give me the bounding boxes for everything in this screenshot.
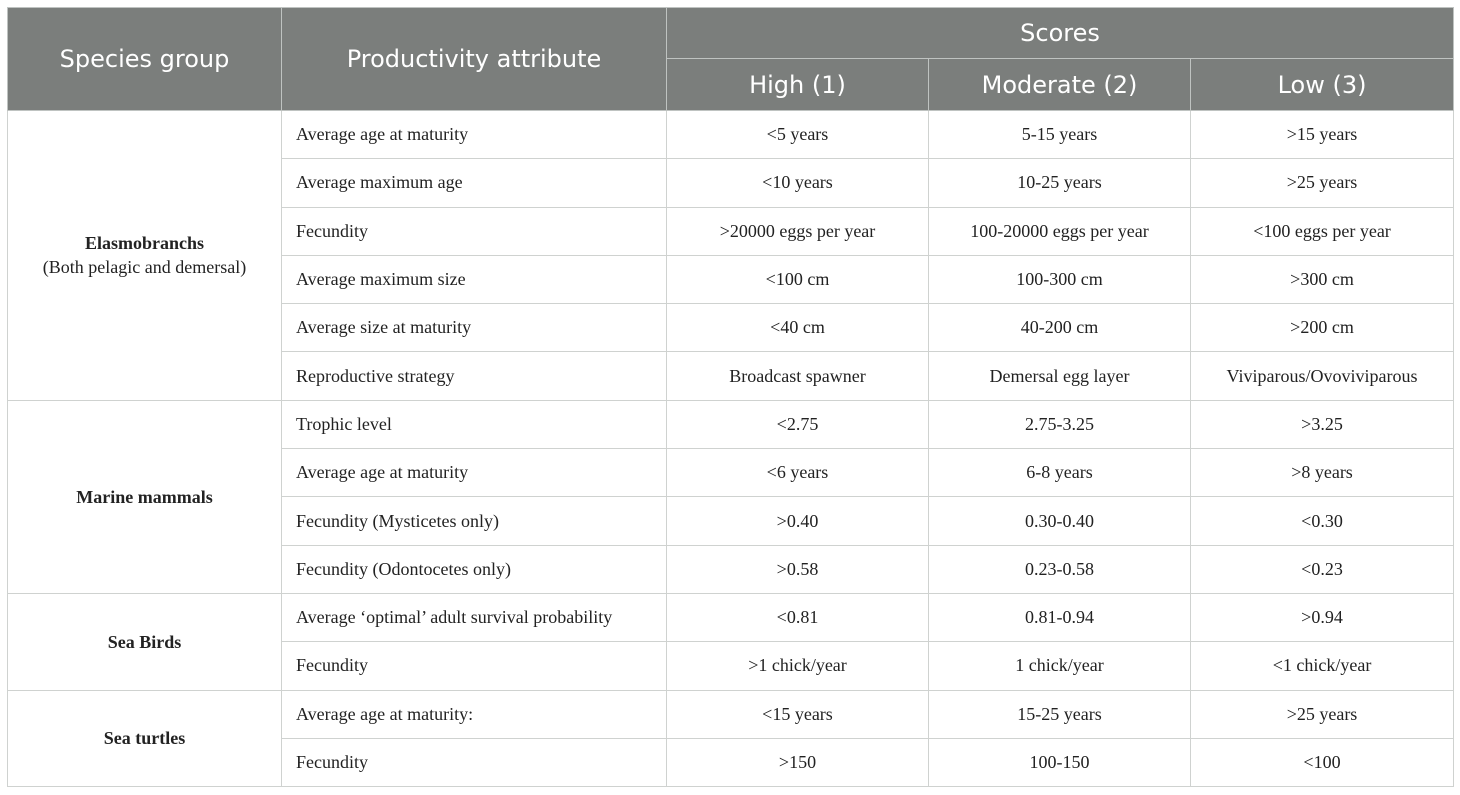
high-score-cell: >0.58 — [667, 545, 929, 593]
moderate-score-cell: 100-150 — [929, 738, 1191, 786]
high-score-cell: <0.81 — [667, 593, 929, 641]
header-high: High (1) — [667, 59, 929, 111]
low-score-cell: >8 years — [1191, 449, 1454, 497]
moderate-score-cell: 5-15 years — [929, 111, 1191, 159]
moderate-score-cell: 10-25 years — [929, 159, 1191, 207]
moderate-score-cell: 100-20000 eggs per year — [929, 207, 1191, 255]
low-score-cell: >0.94 — [1191, 593, 1454, 641]
species-group-name: Sea Birds — [107, 631, 182, 652]
table-row — [8, 111, 1454, 159]
header-row-top — [8, 8, 1454, 59]
high-score-cell: <6 years — [667, 449, 929, 497]
species-group-name: Elasmobranchs — [84, 233, 205, 254]
high-score-cell: <10 years — [667, 159, 929, 207]
species-group-cell — [8, 400, 282, 593]
attribute-cell: Fecundity (Mysticetes only) — [282, 497, 667, 545]
species-group-subtitle: (Both pelagic and demersal) — [42, 257, 247, 278]
moderate-score-cell: Demersal egg layer — [929, 352, 1191, 400]
high-score-cell: >0.40 — [667, 497, 929, 545]
attribute-cell: Average size at maturity — [282, 304, 667, 352]
attribute-cell: Average age at maturity — [282, 449, 667, 497]
high-score-cell: <100 cm — [667, 255, 929, 303]
moderate-score-cell: 0.81-0.94 — [929, 593, 1191, 641]
moderate-score-cell: 0.30-0.40 — [929, 497, 1191, 545]
table-header — [8, 8, 1454, 111]
low-score-cell: >200 cm — [1191, 304, 1454, 352]
table-row — [8, 690, 1454, 738]
moderate-score-cell: 1 chick/year — [929, 642, 1191, 690]
low-score-cell: >3.25 — [1191, 400, 1454, 448]
attribute-cell: Reproductive strategy — [282, 352, 667, 400]
low-score-cell: >300 cm — [1191, 255, 1454, 303]
header-low: Low (3) — [1191, 59, 1454, 111]
moderate-score-cell: 100-300 cm — [929, 255, 1191, 303]
species-group-cell — [8, 690, 282, 787]
species-group-name: Sea turtles — [103, 728, 186, 749]
attribute-cell: Fecundity (Odontocetes only) — [282, 545, 667, 593]
high-score-cell: >1 chick/year — [667, 642, 929, 690]
attribute-cell: Fecundity — [282, 642, 667, 690]
high-score-cell: <5 years — [667, 111, 929, 159]
header-moderate: Moderate (2) — [929, 59, 1191, 111]
low-score-cell: <1 chick/year — [1191, 642, 1454, 690]
header-scores: Scores — [667, 8, 1454, 59]
table-row — [8, 400, 1454, 448]
attribute-cell: Fecundity — [282, 207, 667, 255]
high-score-cell: <15 years — [667, 690, 929, 738]
low-score-cell: >25 years — [1191, 159, 1454, 207]
high-score-cell: <40 cm — [667, 304, 929, 352]
high-score-cell: Broadcast spawner — [667, 352, 929, 400]
low-score-cell: <0.30 — [1191, 497, 1454, 545]
attribute-cell: Average age at maturity — [282, 111, 667, 159]
attribute-cell: Trophic level — [282, 400, 667, 448]
moderate-score-cell: 0.23-0.58 — [929, 545, 1191, 593]
low-score-cell: <0.23 — [1191, 545, 1454, 593]
header-productivity-attribute: Productivity attribute — [282, 8, 667, 111]
attribute-cell: Fecundity — [282, 738, 667, 786]
table-body — [8, 111, 1454, 787]
productivity-table — [7, 7, 1454, 787]
low-score-cell: Viviparous/Ovoviviparous — [1191, 352, 1454, 400]
header-species-group: Species group — [8, 8, 282, 111]
moderate-score-cell: 40-200 cm — [929, 304, 1191, 352]
species-group-cell — [8, 593, 282, 690]
moderate-score-cell: 15-25 years — [929, 690, 1191, 738]
attribute-cell: Average maximum size — [282, 255, 667, 303]
species-group-cell — [8, 111, 282, 401]
attribute-cell: Average ‘optimal’ adult survival probability — [282, 593, 667, 641]
low-score-cell: >25 years — [1191, 690, 1454, 738]
attribute-cell: Average maximum age — [282, 159, 667, 207]
species-group-name: Marine mammals — [76, 486, 213, 507]
table-row — [8, 593, 1454, 641]
moderate-score-cell: 2.75-3.25 — [929, 400, 1191, 448]
attribute-cell: Average age at maturity: — [282, 690, 667, 738]
high-score-cell: >150 — [667, 738, 929, 786]
high-score-cell: <2.75 — [667, 400, 929, 448]
moderate-score-cell: 6-8 years — [929, 449, 1191, 497]
low-score-cell: >15 years — [1191, 111, 1454, 159]
low-score-cell: <100 eggs per year — [1191, 207, 1454, 255]
high-score-cell: >20000 eggs per year — [667, 207, 929, 255]
low-score-cell: <100 — [1191, 738, 1454, 786]
